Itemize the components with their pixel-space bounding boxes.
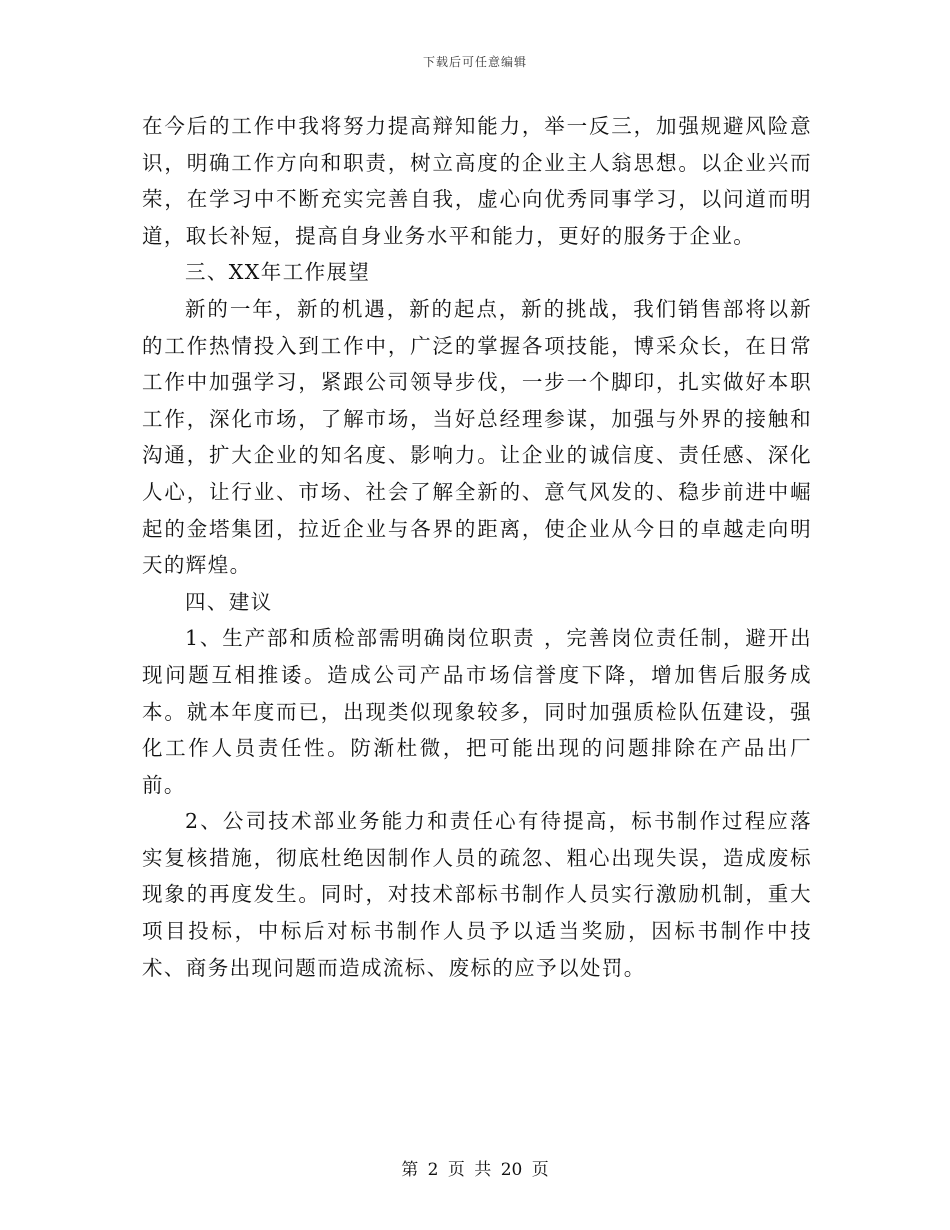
section-heading-suggestions: 四、建议 bbox=[185, 589, 273, 614]
paragraph-suggestion-1: 1、生产部和质检部需明确岗位职责 ，完善岗位责任制，避开出现问题互相推诿。造成公司产品市场信誉度下降，增加售后服务成本。就本年度而已，出现类似现象较多，同时加强质检队伍建设，强化工作人员责任性。防渐杜微，把可能出现的问题排除在产品出厂前。 bbox=[142, 626, 812, 797]
document-body bbox=[142, 108, 812, 986]
header-note: 下载后可任意编辑 bbox=[422, 55, 527, 69]
page-number: 第 2 页 共 20 页 bbox=[401, 1160, 549, 1180]
section-heading-outlook: 三、XX年工作展望 bbox=[185, 260, 371, 285]
paragraph-outlook: 新的一年，新的机遇，新的起点，新的挑战，我们销售部将以新的工作热情投入到工作中，广泛的掌握各项技能，博采众长，在日常工作中加强学习，紧跟公司领导步伐，一步一个脚印，扎实做好本职工作，深化市场，了解市场，当好总经理参谋，加强与外界的接触和沟通，扩大企业的知名度、影响力。让企业的诚信度、责任感、深化人心，让行业、市场、社会了解全新的、意气风发的、稳步前进中崛起的金塔集团，拉近企业与各界的距离，使企业从今日的卓越走向明天的辉煌。 bbox=[142, 296, 812, 578]
paragraph-self-improvement: 在今后的工作中我将努力提高辩知能力，举一反三，加强规避风险意识，明确工作方向和职责，树立高度的企业主人翁思想。以企业兴而荣，在学习中不断充实完善自我，虚心向优秀同事学习，以问道而明道，取长补短，提高自身业务水平和能力，更好的服务于企业。 bbox=[142, 114, 812, 248]
paragraph-suggestion-2: 2、公司技术部业务能力和责任心有待提高，标书制作过程应落实复核措施，彻底杜绝因制作人员的疏忽、粗心出现失误，造成废标现象的再度发生。同时，对技术部标书制作人员实行激励机制，重大项目投标，中标后对标书制作人员予以适当奖励，因标书制作中技术、商务出现问题而造成流标、废标的应予以处罚。 bbox=[142, 809, 812, 980]
